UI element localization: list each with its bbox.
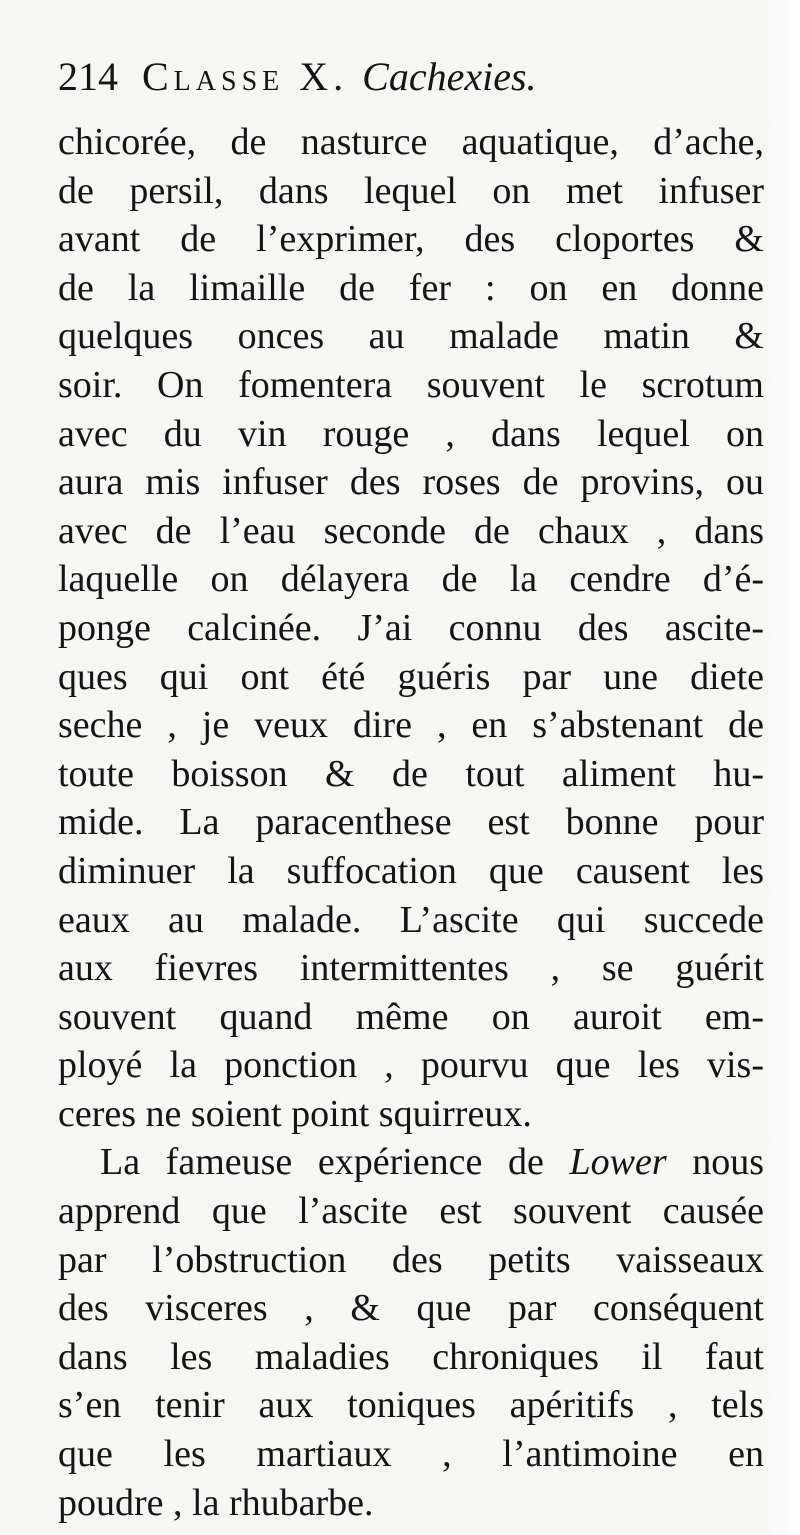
text-line: s’en tenir aux toniques apéritifs , tels bbox=[58, 1384, 764, 1427]
text-line: ployé la ponction , pourvu que les vis- bbox=[58, 1044, 764, 1087]
text-line: avec du vin rouge , dans lequel on bbox=[58, 412, 764, 455]
text-line: avec de l’eau seconde de chaux , dans bbox=[58, 509, 764, 552]
text-line: que les martiaux , l’antimoine en bbox=[58, 1433, 764, 1476]
text-line: par l’obstruction des petits vaisseaux bbox=[58, 1238, 764, 1281]
text-line: ceres ne soient point squirreux. bbox=[58, 1092, 532, 1135]
opening-text-end: nous bbox=[666, 1141, 764, 1184]
class-label: Classe X. bbox=[142, 54, 349, 99]
text-line: aura mis infuser des roses de provins, ou bbox=[58, 461, 764, 504]
author-name: Lower bbox=[569, 1141, 667, 1184]
text-line: dans les maladies chroniques il faut bbox=[58, 1335, 764, 1378]
text-line: des visceres , & que par conséquent bbox=[58, 1287, 764, 1330]
text-line: eaux au malade. L’ascite qui succede bbox=[58, 898, 764, 941]
text-line: mide. La paracenthese est bonne pour bbox=[58, 801, 764, 844]
text-line: quelques onces au malade matin & bbox=[58, 315, 764, 358]
page-number: 214 bbox=[58, 54, 118, 99]
text-line: poudre , la rhubarbe. bbox=[58, 1481, 374, 1524]
text-line: chicorée, de nasturce aquatique, d’ache, bbox=[58, 121, 764, 163]
text-line: apprend que l’ascite est souvent causée bbox=[58, 1190, 764, 1233]
text-line: seche , je veux dire , en s’abstenant de bbox=[58, 704, 764, 747]
text-line: laquelle on délayera de la cendre d’é- bbox=[58, 558, 764, 601]
body-text bbox=[58, 118, 764, 1527]
running-header bbox=[58, 52, 537, 102]
opening-text: La fameuse expérience de bbox=[100, 1141, 570, 1184]
text-line: ques qui ont été guéris par une diete bbox=[58, 655, 764, 698]
text-line: ponge calcinée. J’ai connu des ascite- bbox=[58, 606, 764, 649]
text-line: aux fievres intermittentes , se guérit bbox=[58, 947, 764, 990]
page-edge bbox=[764, 0, 800, 1535]
text-line: de la limaille de fer : on en donne bbox=[58, 266, 764, 309]
text-line: souvent quand même on auroit em- bbox=[58, 995, 764, 1038]
text-line: soir. On fomentera souvent le scrotum bbox=[58, 363, 764, 406]
text-line: avant de l’exprimer, des cloportes & bbox=[58, 218, 764, 261]
paragraph-opening-line bbox=[58, 1138, 764, 1187]
text-line: diminuer la suffocation que causent les bbox=[58, 849, 764, 892]
text-line: de persil, dans lequel on met infuser bbox=[58, 169, 764, 212]
text-line: toute boisson & de tout aliment hu- bbox=[58, 752, 764, 795]
running-title: Cachexies. bbox=[362, 54, 537, 99]
